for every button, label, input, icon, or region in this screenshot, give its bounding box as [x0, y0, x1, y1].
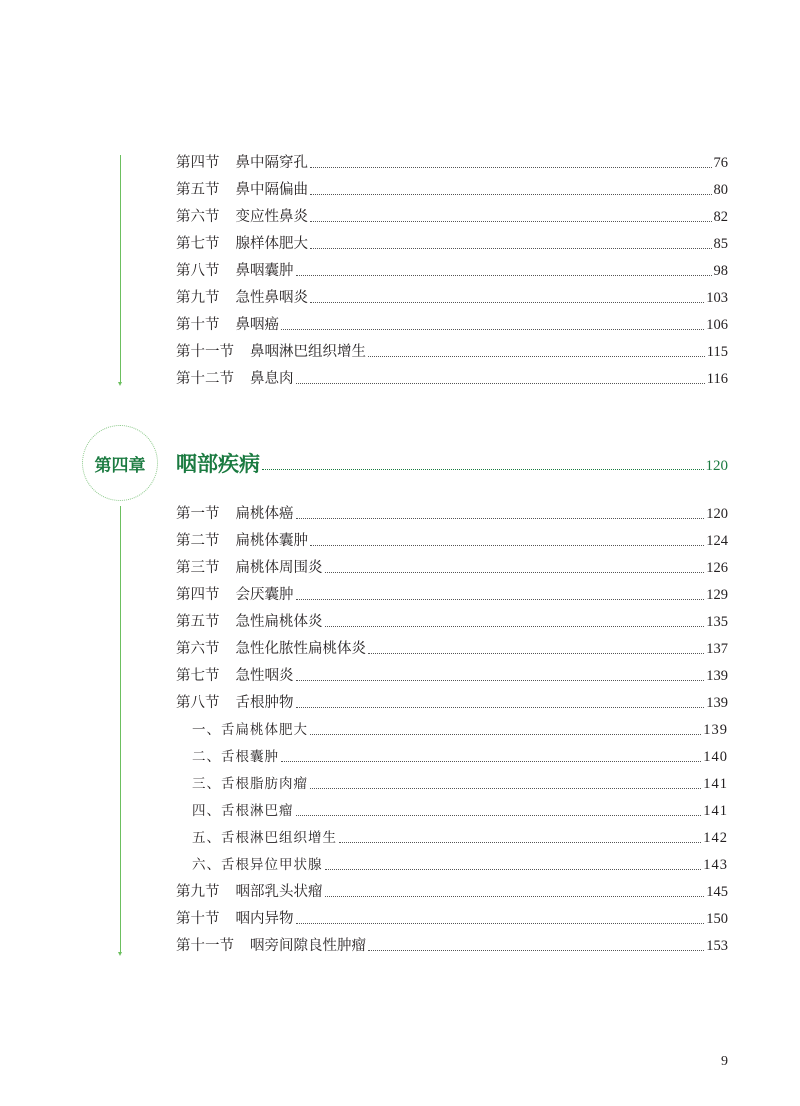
dot-leader — [281, 760, 701, 762]
entry-page-number: 124 — [706, 533, 728, 549]
entry-title: 变应性鼻炎 — [235, 209, 308, 225]
entry-page-number: 153 — [706, 938, 728, 954]
entry-page-number: 139 — [706, 668, 728, 684]
toc-entry[interactable] — [176, 287, 728, 309]
entry-title: 鼻息肉 — [250, 371, 294, 387]
entry-title: 咽部乳头状瘤 — [235, 884, 323, 900]
toc-entry[interactable] — [176, 611, 728, 633]
section-number: 第六节 — [176, 209, 220, 225]
toc-subentry[interactable] — [192, 827, 728, 849]
entry-title: 扁桃体癌 — [235, 506, 294, 522]
entry-title: 一、舌扁桃体肥大 — [192, 722, 308, 738]
dot-leader — [368, 355, 705, 357]
toc-subentry[interactable] — [192, 773, 728, 795]
dot-leader — [310, 544, 704, 546]
toc-entry[interactable] — [176, 557, 728, 579]
dot-leader — [296, 517, 705, 519]
section-number: 第六节 — [176, 641, 220, 657]
toc-entry[interactable] — [176, 881, 728, 903]
entry-title: 扁桃体囊肿 — [235, 533, 308, 549]
entry-page-number: 139 — [706, 695, 728, 711]
entry-title: 咽内异物 — [235, 911, 294, 927]
dot-leader — [310, 166, 712, 168]
toc-entry[interactable] — [176, 584, 728, 606]
dot-leader — [368, 652, 704, 654]
toc-entry[interactable] — [176, 152, 728, 174]
toc-entry-chapter[interactable] — [176, 448, 728, 478]
entry-page-number: 98 — [713, 263, 728, 279]
dot-leader — [310, 733, 701, 735]
entry-title: 三、舌根脂肪肉瘤 — [192, 776, 308, 792]
toc-entry[interactable] — [176, 908, 728, 930]
dot-leader — [310, 193, 712, 195]
section-rule-bottom — [120, 506, 121, 953]
dot-leader — [296, 679, 705, 681]
toc-entry[interactable] — [176, 179, 728, 201]
entry-page-number: 139 — [703, 722, 728, 738]
entry-page-number: 135 — [706, 614, 728, 630]
section-number: 第四节 — [176, 155, 220, 171]
entry-page-number: 145 — [706, 884, 728, 900]
entry-page-number: 85 — [713, 236, 728, 252]
entry-page-number: 150 — [706, 911, 728, 927]
entry-title: 舌根肿物 — [235, 695, 294, 711]
toc-subentry[interactable] — [192, 854, 728, 876]
entry-page-number: 80 — [713, 182, 728, 198]
entry-page-number: 76 — [713, 155, 728, 171]
entry-title: 会厌囊肿 — [235, 587, 294, 603]
dot-leader — [339, 841, 701, 843]
dot-leader — [310, 220, 712, 222]
toc-entry[interactable] — [176, 530, 728, 552]
entry-title: 鼻咽囊肿 — [235, 263, 294, 279]
toc-subentry[interactable] — [192, 800, 728, 822]
chapter-page-number: 120 — [705, 458, 728, 474]
entry-page-number: 142 — [703, 830, 728, 846]
dot-leader — [296, 274, 712, 276]
toc-entry[interactable] — [176, 665, 728, 687]
section-number: 第二节 — [176, 533, 220, 549]
section-number: 第十一节 — [176, 344, 234, 360]
section-rule-top — [120, 155, 121, 383]
entry-title: 鼻咽淋巴组织增生 — [250, 344, 366, 360]
entry-title: 扁桃体周围炎 — [235, 560, 323, 576]
entry-title: 急性鼻咽炎 — [235, 290, 308, 306]
entry-page-number: 106 — [706, 317, 728, 333]
section-number: 第五节 — [176, 614, 220, 630]
entry-title: 咽旁间隙良性肿瘤 — [250, 938, 366, 954]
entry-page-number: 129 — [706, 587, 728, 603]
chapter-label: 第四章 — [94, 455, 146, 476]
entry-page-number: 82 — [713, 209, 728, 225]
section-number: 第十一节 — [176, 938, 234, 954]
entry-page-number: 120 — [706, 506, 728, 522]
toc-entry[interactable] — [176, 638, 728, 660]
entry-title: 五、舌根淋巴组织增生 — [192, 830, 337, 846]
dot-leader — [325, 625, 705, 627]
dot-leader — [296, 922, 705, 924]
page-number: 9 — [721, 1054, 728, 1069]
dot-leader — [296, 706, 705, 708]
toc-subentry[interactable] — [192, 746, 728, 768]
toc-entry[interactable] — [176, 341, 728, 363]
dot-leader — [310, 787, 701, 789]
dot-leader — [296, 598, 705, 600]
dot-leader — [325, 868, 702, 870]
toc-entry[interactable] — [176, 692, 728, 714]
toc-entry[interactable] — [176, 935, 728, 957]
entry-page-number: 103 — [706, 290, 728, 306]
entry-page-number: 141 — [703, 803, 728, 819]
section-number: 第三节 — [176, 560, 220, 576]
section-number: 第七节 — [176, 236, 220, 252]
entry-page-number: 116 — [706, 371, 728, 387]
entry-title: 急性扁桃体炎 — [235, 614, 323, 630]
dot-leader — [262, 468, 704, 470]
section-number: 第七节 — [176, 668, 220, 684]
section-number: 第八节 — [176, 695, 220, 711]
section-number: 第九节 — [176, 884, 220, 900]
entry-page-number: 141 — [703, 776, 728, 792]
chapter-title: 咽部疾病 — [176, 452, 260, 476]
dot-leader — [368, 949, 704, 951]
toc-entry[interactable] — [176, 503, 728, 525]
section-number: 第十二节 — [176, 371, 234, 387]
entry-page-number: 126 — [706, 560, 728, 576]
toc-entry[interactable] — [176, 206, 728, 228]
entry-title: 急性化脓性扁桃体炎 — [235, 641, 366, 657]
section-number: 第四节 — [176, 587, 220, 603]
entry-title: 鼻中隔穿孔 — [235, 155, 308, 171]
section-number: 第九节 — [176, 290, 220, 306]
dot-leader — [310, 247, 712, 249]
toc-entry[interactable] — [176, 314, 728, 336]
toc-entry[interactable] — [176, 368, 728, 390]
entry-title: 腺样体肥大 — [235, 236, 308, 252]
entry-title: 二、舌根囊肿 — [192, 749, 279, 765]
entry-title: 鼻中隔偏曲 — [235, 182, 308, 198]
entry-page-number: 115 — [706, 344, 728, 360]
entry-title: 鼻咽癌 — [235, 317, 279, 333]
section-number: 第十节 — [176, 911, 220, 927]
entry-page-number: 143 — [703, 857, 728, 873]
entry-page-number: 140 — [703, 749, 728, 765]
toc-entry[interactable] — [176, 260, 728, 282]
dot-leader — [296, 382, 705, 384]
dot-leader — [281, 328, 704, 330]
section-number: 第八节 — [176, 263, 220, 279]
toc-entry[interactable] — [176, 233, 728, 255]
section-number: 第五节 — [176, 182, 220, 198]
chapter-badge — [82, 425, 158, 501]
toc-subentry[interactable] — [192, 719, 728, 741]
dot-leader — [296, 814, 702, 816]
entry-title: 六、舌根异位甲状腺 — [192, 857, 323, 873]
dot-leader — [325, 571, 705, 573]
section-number: 第十节 — [176, 317, 220, 333]
entry-page-number: 137 — [706, 641, 728, 657]
dot-leader — [325, 895, 705, 897]
entry-title: 四、舌根淋巴瘤 — [192, 803, 294, 819]
dot-leader — [310, 301, 704, 303]
section-number: 第一节 — [176, 506, 220, 522]
entry-title: 急性咽炎 — [235, 668, 294, 684]
